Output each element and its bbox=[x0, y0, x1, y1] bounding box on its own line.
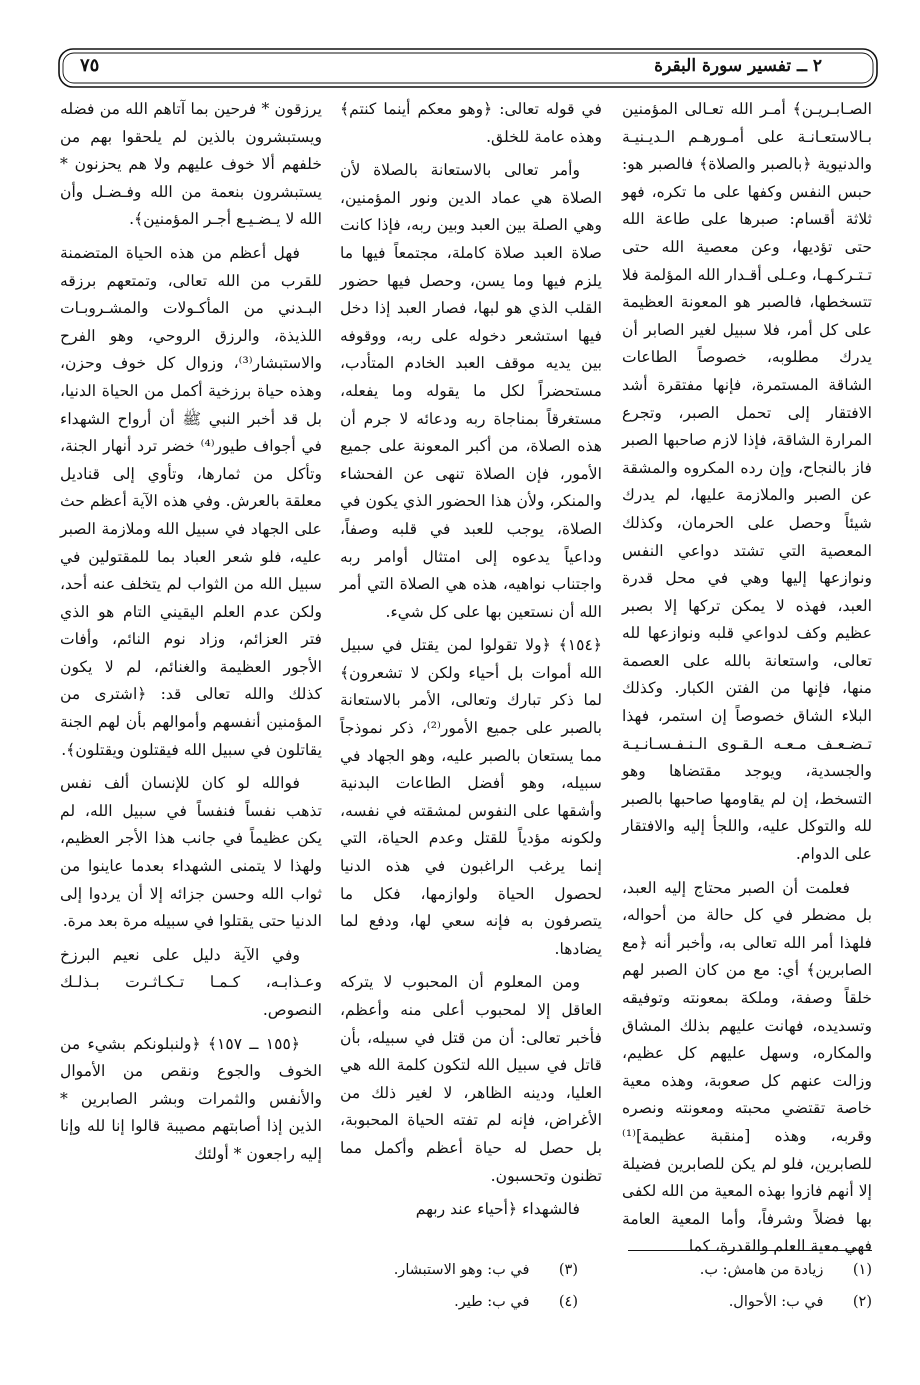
footnote bbox=[454, 1294, 578, 1310]
footnote-text: في ب: طير. bbox=[454, 1294, 530, 1310]
footnote-text: زيادة من هامش: ب. bbox=[699, 1262, 824, 1278]
paragraph: فالشهداء ﴿أحياء عند ربهم bbox=[415, 1200, 580, 1219]
paragraph: يرزقون * فرحين بما آتاهم الله من فضله ويستبشرون بالذين لم يلحقوا بهم من خلفهم ألا خوف عليهم ولا هم يحزنون * يستبشرون بنعمة من الله وفـضـل وأن الله لا يـضـيـع أجـر المؤمنين﴾. bbox=[60, 100, 322, 229]
paragraph: وفي الآية دليل على نعيم البرزخ وعـذابـه، كـمـا تـكـاثـرت بـذلـك النصوص. bbox=[60, 945, 322, 1019]
footnote bbox=[394, 1262, 578, 1278]
paragraph: ﴿١٥٥ ــ ١٥٧﴾ ﴿ولنبلونكم بشيء من الخوف والجوع ونقص من الأموال والأنفس والثمرات وبشر الصابرين * الذين إذا أصابتهم مصيبة قالوا إنا لله وإنا إليه راجعون * أولئك bbox=[60, 1034, 322, 1163]
paragraph: وأمر تعالى بالاستعانة بالصلاة لأن الصلاة هي عماد الدين ونور المؤمنين، وهي الصلة بين العبد وبين ربه، فإذا كانت صلاة العبد صلاة كاملة، مجتمعاً فيها ما يلزم فيها وما يسن، وحصل فيها حضور القلب الذي هو لبها، فصار العبد إذا دخل فيها استشعر دخوله على ربه، ووقوفه بين يديه موقف العبد الخادم المتأدب، مستحضراً لكل ما يقوله وما يفعله، مستغرقاً بمناجاة ربه ودعائه لا جرم أن هذه الصلاة، من أكبر المعونة على جميع الأمور، فإن الصلاة تنهى عن الفحشاء والمنكر، ولأن هذا الحضور الذي يكون في الصلاة، يوجب للعبد في قلبه وصفاً، وداعياً يدعوه إلى امتثال أوامر ربه واجتناب نواهيه، هذه هي الصلاة التي أمر الله أن نستعين بها على كل شيء. bbox=[340, 161, 602, 621]
footnote-text: في ب: وهو الاستبشار. bbox=[393, 1262, 530, 1278]
footnote-number: (٢) bbox=[852, 1294, 872, 1310]
footnote-number: (١) bbox=[852, 1262, 872, 1278]
footnote bbox=[729, 1294, 872, 1310]
footnote bbox=[700, 1262, 872, 1278]
footnote-text: في ب: الأحوال. bbox=[728, 1294, 824, 1310]
column-middle bbox=[340, 96, 602, 1246]
footnote-number: (٤) bbox=[558, 1294, 578, 1310]
footnote-divider bbox=[628, 1250, 872, 1251]
running-header bbox=[58, 48, 878, 88]
column-right bbox=[622, 96, 872, 1256]
paragraph: الصـابـريـن﴾ أمـر الله تعـالى المؤمنين بـالاستعـانـة على أمـورهـم الـديـنيـة والدنيوية ﴿بالصبر والصلاة﴾ فالصبر هو: حبس النفس وكفها على ما تكره، فهو ثلاثة أقسام: صبرها على طاعة الله حتى تؤديها، وعن معصية الله حتى تـتـركـهـا، وعـلى أقـدار الله المؤلمة فلا تتسخطها، فالصبر هو المعونة العظيمة على كل أمر، فلا سبيل لغير الصابر أن يدرك مطلوبه، خصوصاً الطاعات الشاقة المستمرة، فإنها مفتقرة أشد الافتقار إلى تحمل الصبر، وتجرع المرارة الشاقة، فإذا لازم صاحبها الصبر فاز بالنجاح، وإن رده المكروه والمشقة عن الصبر والملازمة عليها، لم يدرك شيئاً وحصل على الحرمان، وكذلك المعصية التي تشتد دواعي النفس ونوازعها إليها وهي في محل قدرة العبد، فهذه لا يمكن تركها إلا بصبر عظيم وكف لدواعي قلبه ونوازعها لله تعالى، واستعانة بالله على العصمة منها، فإنها من الفتن الكبار. وكذلك البلاء الشاق خصوصاً إن استمر، فهذا تـضـعـف مـعـه الـقـوى الـنـفـسـانـيـة والجسدية، ويوجد مقتضاها وهو التسخط، إن لم يقاومها صاحبها بالصبر لله والتوكل عليه، واللجأ إليه والافتقار على الدوام. bbox=[622, 100, 872, 864]
header-title: ٢ ــ تفسير سورة البقرة bbox=[654, 56, 822, 76]
paragraph: ومن المعلوم أن المحبوب لا يتركه العاقل إلا لمحبوب أعلى منه وأعظم، فأخبر تعالى: أن من قتل في سبيله، بأن قاتل في سبيل الله لتكون كلمة الله هي العليا، ودينه الظاهر، لا لغير ذلك من الأغراض، فإنه لم تفته الحياة المحبوبة، بل حصل له حياة أعظم وأكمل مما تظنون وتحسبون. bbox=[340, 973, 602, 1185]
footnote-number: (٣) bbox=[558, 1262, 578, 1278]
paragraph: فعلمت أن الصبر محتاج إليه العبد، بل مضطر في كل حالة من أحواله، فلهذا أمر الله تعالى به، وأخبر أنه ﴿مع الصابرين﴾ أي: مع من كان الصبر لهم خلقاً وصفة، وملكة بمعونته وتوفيقه وتسديده، فهانت عليهم بذلك المشاق والمكاره، وسهل عليهم كل عظيم، وزالت عنهم كل صعوبة، وهذه معية خاصة تقتضي محبته ومعونته ونصره وقربه، وهذه [منقبة عظيمة]⁽¹⁾ للصابرين، فلو لم يكن للصابرين فضيلة إلا أنهم فازوا بهذه المعية من الله لكفى بها فضلاً وشرفاً، وأما المعية العامة فهي معية العلم والقدرة، كما bbox=[622, 878, 872, 1256]
paragraph: ﴿١٥٤﴾ ﴿ولا تقولوا لمن يقتل في سبيل الله أموات بل أحياء ولكن لا تشعرون﴾ لما ذكر تبارك وتعالى، الأمر بالاستعانة بالصبر على جميع الأمور⁽²⁾، ذكر نموذجاً مما يستعان بالصبر عليه، وهو الجهاد في سبيله، وهو أفضل الطاعات البدنية وأشقها على النفوس لمشقته في نفسه، ولكونه مؤدياً للقتل وعدم الحياة، التي إنما يرغب الراغبون في هذه الدنيا لحصول الحياة ولوازمها، فكل ما يتصرفون به فإنه سعي لها، ودفع لما يضادها. bbox=[340, 636, 603, 958]
column-left bbox=[60, 96, 322, 1246]
page-number: ٧٥ bbox=[80, 55, 100, 76]
paragraph: في قوله تعالى: ﴿وهو معكم أينما كنتم﴾ وهذه عامة للخلق. bbox=[340, 100, 602, 146]
paragraph: فهل أعظم من هذه الحياة المتضمنة للقرب من الله تعالى، وتمتعهم برزقه البـدني من المأكـولات والمشـروبـات اللذيذة، والرزق الروحي، وهو الفرح والاستبشار⁽³⁾، وزوال كل خوف وحزن، وهذه حياة برزخية أكمل من الحياة الدنيا، بل قد أخبر النبي ﷺ أن أرواح الشهداء في أجواف طيور⁽⁴⁾ خضر ترد أنهار الجنة، وتأكل من ثمارها، وتأوي إلى قناديل معلقة بالعرش. وفي هذه الآية أعظم حث على الجهاد في سبيل الله وملازمة الصبر عليه، فلو شعر العباد بما للمقتولين في سبيل الله من الثواب لم يتخلف عنه أحد، ولكن عدم العلم اليقيني التام هو الذي فتر العزائم، وزاد نوم النائم، وأفات الأجور العظيمة والغنائم، لم لا يكون كذلك والله تعالى قد: ﴿اشترى من المؤمنين أنفسهم وأموالهم بأن لهم الجنة يقاتلون في سبيل الله فيقتلون ويقتلون﴾. bbox=[60, 243, 322, 759]
paragraph: فوالله لو كان للإنسان ألف نفس تذهب نفساً فنفساً في سبيل الله، لم يكن عظيماً في جانب هذا الأجر العظيم، ولهذا لا يتمنى الشهداء بعدما عاينوا من ثواب الله وحسن جزائه إلا أن يردوا إلى الدنيا حتى يقتلوا في سبيله مرة بعد مرة. bbox=[60, 774, 322, 931]
